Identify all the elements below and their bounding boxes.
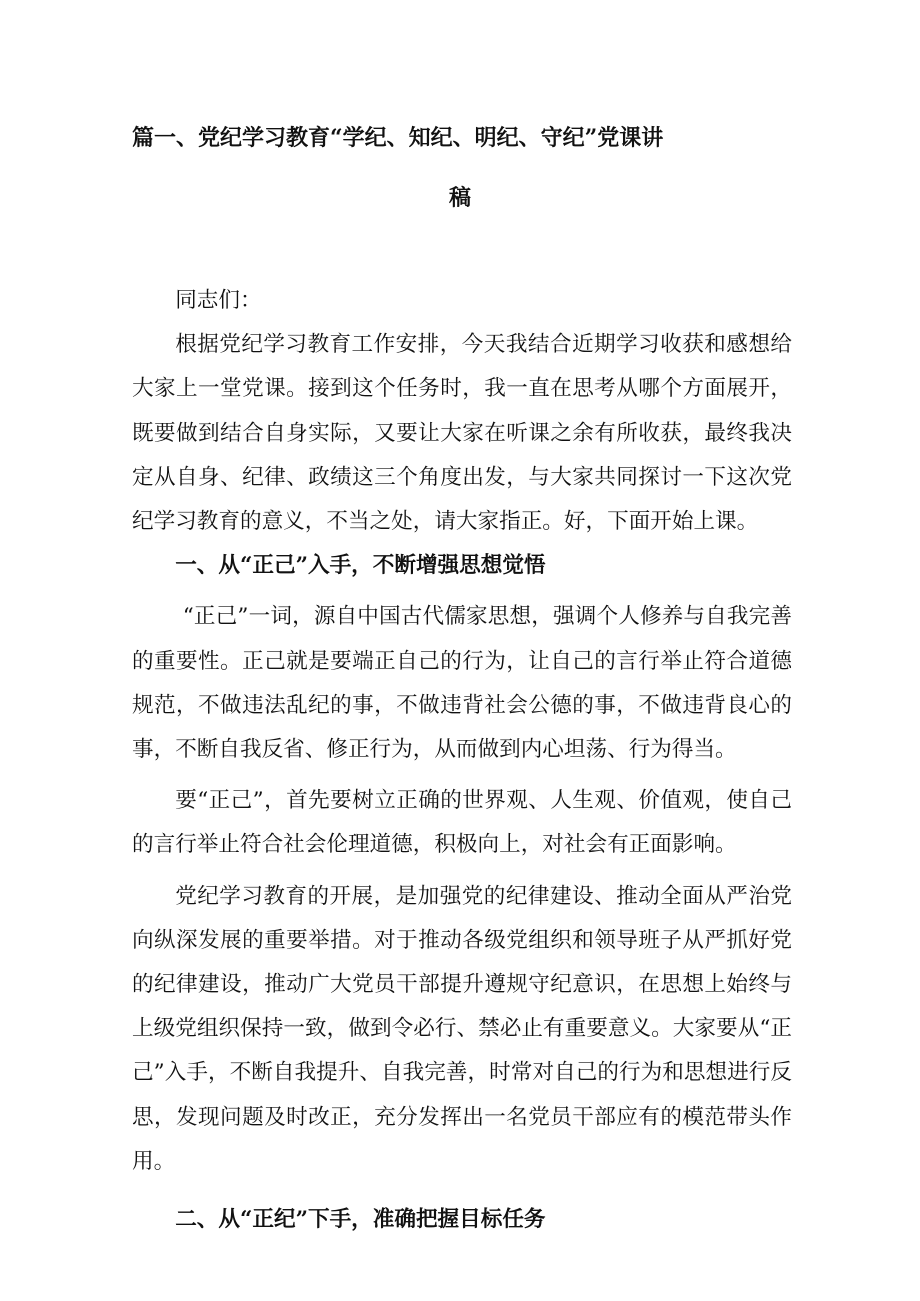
document-body	[132, 279, 792, 1242]
body-paragraph-intro: 根据党纪学习教育工作安排，今天我结合近期学习收获和感想给大家上一堂党课。接到这个任务时，我一直在思考从哪个方面展开，既要做到结合自身实际，又要让大家在听课之余有所收获，最终我决定从自身、纪律、政绩这三个角度出发，与大家共同探讨一下这次党纪学习教育的意义，不当之处，请大家指正。好，下面开始上课。	[132, 332, 792, 535]
section-heading-2: 二、从“正纪”下手，准确把握目标任务	[175, 1207, 546, 1233]
salutation: 同志们：	[175, 288, 262, 313]
document-title-continuation: 稿	[448, 185, 471, 211]
section-heading-1: 一、从“正己”入手，不断增强思想觉悟	[175, 553, 546, 579]
body-paragraph: 要“正己”，首先要树立正确的世界观、人生观、价值观，使自己的言行举止符合社会伦理道德，积极向上，对社会有正面影响。	[132, 788, 792, 858]
body-paragraph: 党纪学习教育的开展，是加强党的纪律建设、推动全面从严治党向纵深发展的重要举措。对于推动各级党组织和领导班子从严抓好党的纪律建设，推动广大党员干部提升遵规守纪意识，在思想上始终与上级党组织保持一致，做到令必行、禁必止有重要意义。大家要从“正己”入手，不断自我提升、自我完善，时常对自己的行为和思想进行反思，发现问题及时改正，充分发挥出一名党员干部应有的模范带头作用。	[132, 883, 792, 1174]
document-title: 篇一、党纪学习教育“学纪、知纪、明纪、守纪”党课讲	[132, 125, 664, 151]
body-paragraph: “正己”一词，源自中国古代儒家思想，强调个人修养与自我完善的重要性。正己就是要端正自己的行为，让自己的言行举止符合道德规范，不做违法乱纪的事，不做违背社会公德的事，不做违背良心的事，不断自我反省、修正行为，从而做到内心坦荡、行为得当。	[132, 604, 792, 763]
